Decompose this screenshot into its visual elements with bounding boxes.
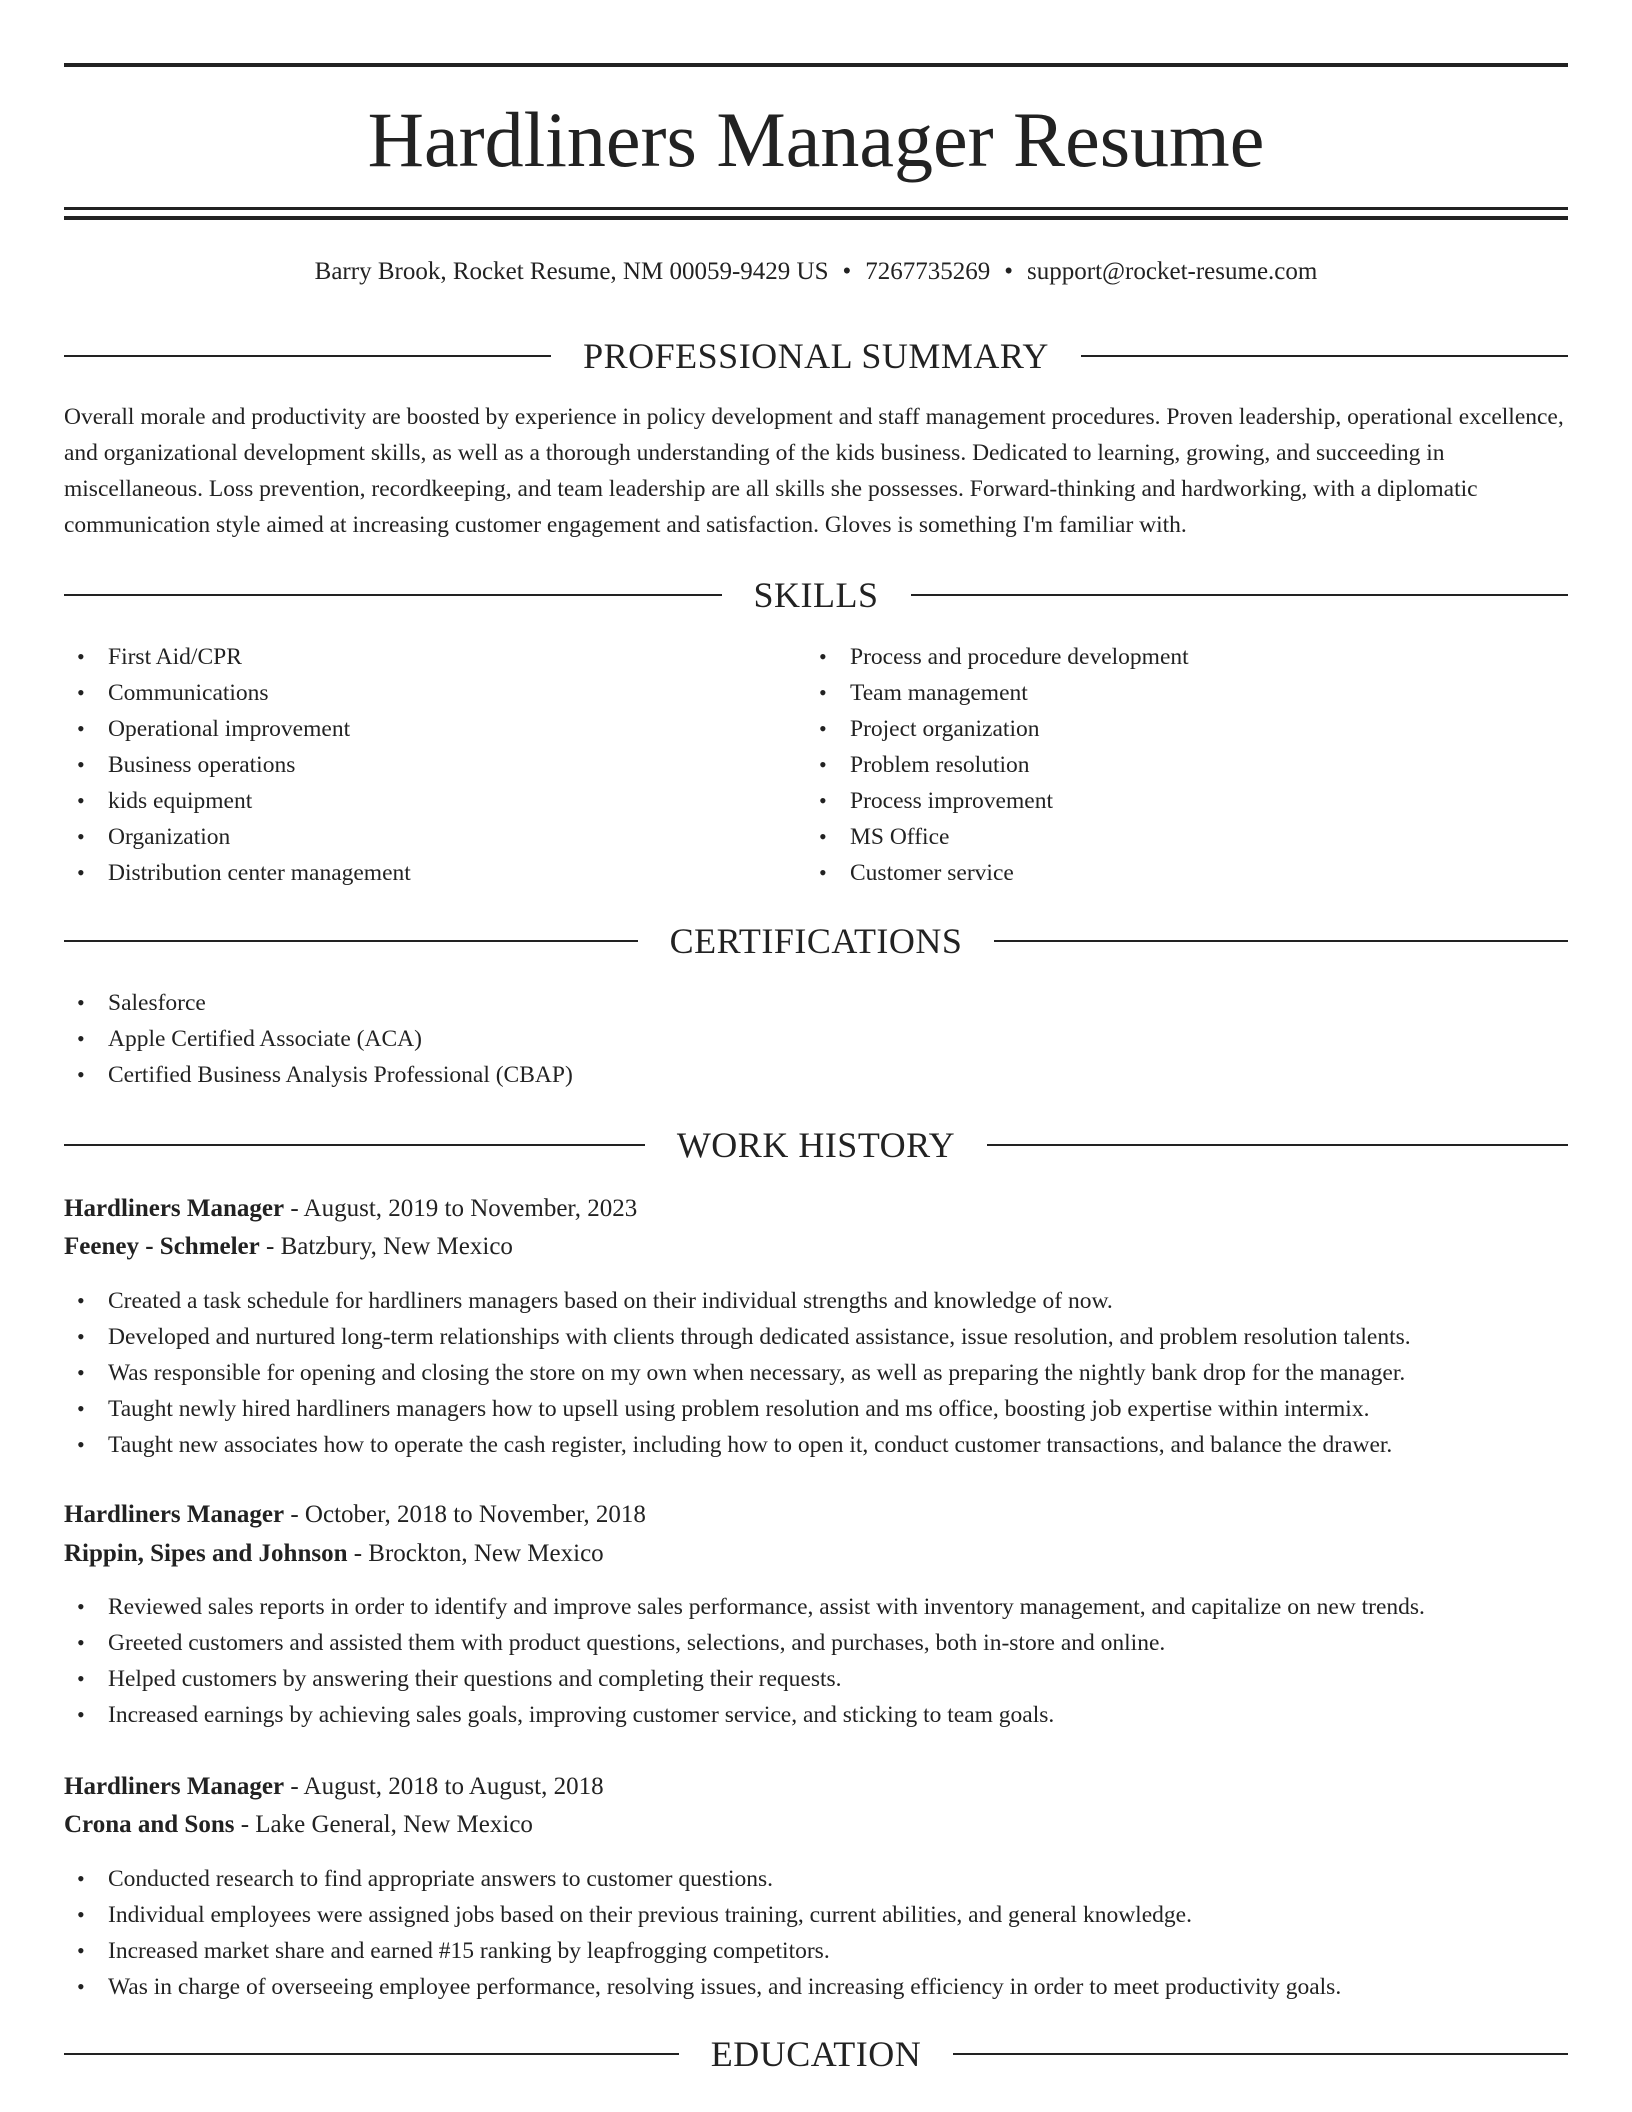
job-bullet: • Increased earnings by achieving sales goals, improving customer service, and sticking to team goals. [64, 1697, 1425, 1733]
section-title: WORK HISTORY [676, 1125, 956, 1165]
job-company-line [64, 1806, 1568, 1844]
job-title: Hardliners Manager [64, 1773, 285, 1800]
divider-line [953, 2053, 1568, 2055]
skills-list-right [806, 639, 1189, 891]
certifications-list [64, 985, 573, 1093]
section-title: CERTIFICATIONS [669, 921, 963, 961]
divider-line [64, 1144, 645, 1146]
skill-item: • MS Office [806, 819, 1189, 855]
job-bullet: • Greeted customers and assisted them with product questions, selections, and purchases, both in-store and online. [64, 1625, 1425, 1661]
job-bullets [64, 1589, 1425, 1733]
job-company-line [64, 1535, 1568, 1573]
skill-item: • First Aid/CPR [64, 639, 411, 675]
job-bullet: • Created a task schedule for hardliners managers based on their individual strengths and knowledge of now. [64, 1283, 1411, 1319]
skill-item: • Process and procedure development [806, 639, 1189, 675]
job-dates: - August, 2018 to August, 2018 [284, 1773, 604, 1800]
skill-item: • Project organization [806, 711, 1189, 747]
divider-line [911, 594, 1569, 596]
job-location: - Lake General, New Mexico [234, 1811, 533, 1838]
section-heading-certifications [64, 919, 1568, 963]
summary-text: Overall morale and productivity are boosted by experience in policy development and staff management procedures. Proven leadership, operational excellence, and organizational development skills, as well as a thorough understanding of the kids business. Dedicated to learning, growing, and succeeding in miscellaneous. Loss prevention, recordkeeping, and team leadership are all skills she possesses. Forward-thinking and hardworking, with a diplomatic communication style aimed at increasing customer engagement and satisfaction. Gloves is something I'm familiar with. [64, 404, 1564, 538]
certification-item: • Salesforce [64, 985, 573, 1021]
skill-item: • Customer service [806, 855, 1189, 891]
job-company: Rippin, Sipes and Johnson [64, 1540, 348, 1567]
divider-line [64, 2053, 679, 2055]
section-heading-work-history [64, 1123, 1568, 1167]
job-bullet: • Individual employees were assigned jobs based on their previous training, current abilities, and general knowledge. [64, 1897, 1341, 1933]
job-bullet: • Developed and nurtured long-term relationships with clients through dedicated assistance, issue resolution, and problem resolution talents. [64, 1319, 1411, 1355]
divider-line [987, 1144, 1568, 1146]
job-company-line [64, 1228, 1568, 1266]
section-heading-education [64, 2032, 1568, 2076]
job-title: Hardliners Manager [64, 1501, 285, 1528]
job-company: Feeney - Schmeler [64, 1233, 260, 1260]
job-bullets [64, 1861, 1341, 2005]
header-double-rule [64, 207, 1568, 220]
contact-line [64, 252, 1568, 292]
contact-phone: 7267735269 [865, 258, 991, 285]
skill-item: • Problem resolution [806, 747, 1189, 783]
job-bullet: • Was responsible for opening and closing the store on my own when necessary, as well as preparing the nightly bank drop for the manager. [64, 1355, 1411, 1391]
section-heading-summary [64, 334, 1568, 378]
skill-item: • Business operations [64, 747, 411, 783]
job-bullet: • Was in charge of overseeing employee performance, resolving issues, and increasing efficiency in order to meet productivity goals. [64, 1969, 1341, 2005]
skill-item: • Operational improvement [64, 711, 411, 747]
resume-title: Hardliners Manager Resume [367, 96, 1265, 183]
job-title-line [64, 1190, 1568, 1228]
divider-line [64, 940, 638, 942]
skill-item: • Process improvement [806, 783, 1189, 819]
skill-item: • Team management [806, 675, 1189, 711]
job-title: Hardliners Manager [64, 1195, 285, 1222]
skill-item: • kids equipment [64, 783, 411, 819]
contact-separator: • [1004, 258, 1014, 285]
job-bullets [64, 1283, 1411, 1463]
skill-item: • Communications [64, 675, 411, 711]
job-dates: - October, 2018 to November, 2018 [284, 1501, 646, 1528]
job-location: - Brockton, New Mexico [347, 1540, 604, 1567]
header-top-rule [64, 63, 1568, 67]
job-dates: - August, 2019 to November, 2023 [284, 1195, 638, 1222]
contact-email: support@rocket-resume.com [1027, 258, 1318, 285]
skills-list-left [64, 639, 411, 891]
divider-line [994, 940, 1568, 942]
contact-separator: • [842, 258, 852, 285]
job-title-line [64, 1768, 1568, 1806]
job-bullet: • Helped customers by answering their questions and completing their requests. [64, 1661, 1425, 1697]
job-bullet: • Increased market share and earned #15 ranking by leapfrogging competitors. [64, 1933, 1341, 1969]
divider-line [64, 355, 551, 357]
contact-address: Barry Brook, Rocket Resume, NM 00059-9429 US [314, 258, 829, 285]
divider-line [1081, 355, 1568, 357]
certification-item: • Certified Business Analysis Professional (CBAP) [64, 1057, 573, 1093]
section-title: PROFESSIONAL SUMMARY [583, 336, 1049, 376]
skill-item: • Organization [64, 819, 411, 855]
job-title-line [64, 1496, 1568, 1534]
job-bullet: • Taught new associates how to operate the cash register, including how to open it, conduct customer transactions, and balance the drawer. [64, 1427, 1411, 1463]
section-heading-skills [64, 573, 1568, 617]
certification-item: • Apple Certified Associate (ACA) [64, 1021, 573, 1057]
job-location: - Batzbury, New Mexico [259, 1233, 513, 1260]
job-bullet: • Conducted research to find appropriate answers to customer questions. [64, 1861, 1341, 1897]
section-title: EDUCATION [710, 2034, 922, 2074]
skill-item: • Distribution center management [64, 855, 411, 891]
job-bullet: • Taught newly hired hardliners managers how to upsell using problem resolution and ms office, boosting job expertise within intermix. [64, 1391, 1411, 1427]
job-bullet: • Reviewed sales reports in order to identify and improve sales performance, assist with inventory management, and capitalize on new trends. [64, 1589, 1425, 1625]
divider-line [64, 594, 722, 596]
section-title: SKILLS [753, 575, 879, 615]
job-company: Crona and Sons [64, 1811, 235, 1838]
